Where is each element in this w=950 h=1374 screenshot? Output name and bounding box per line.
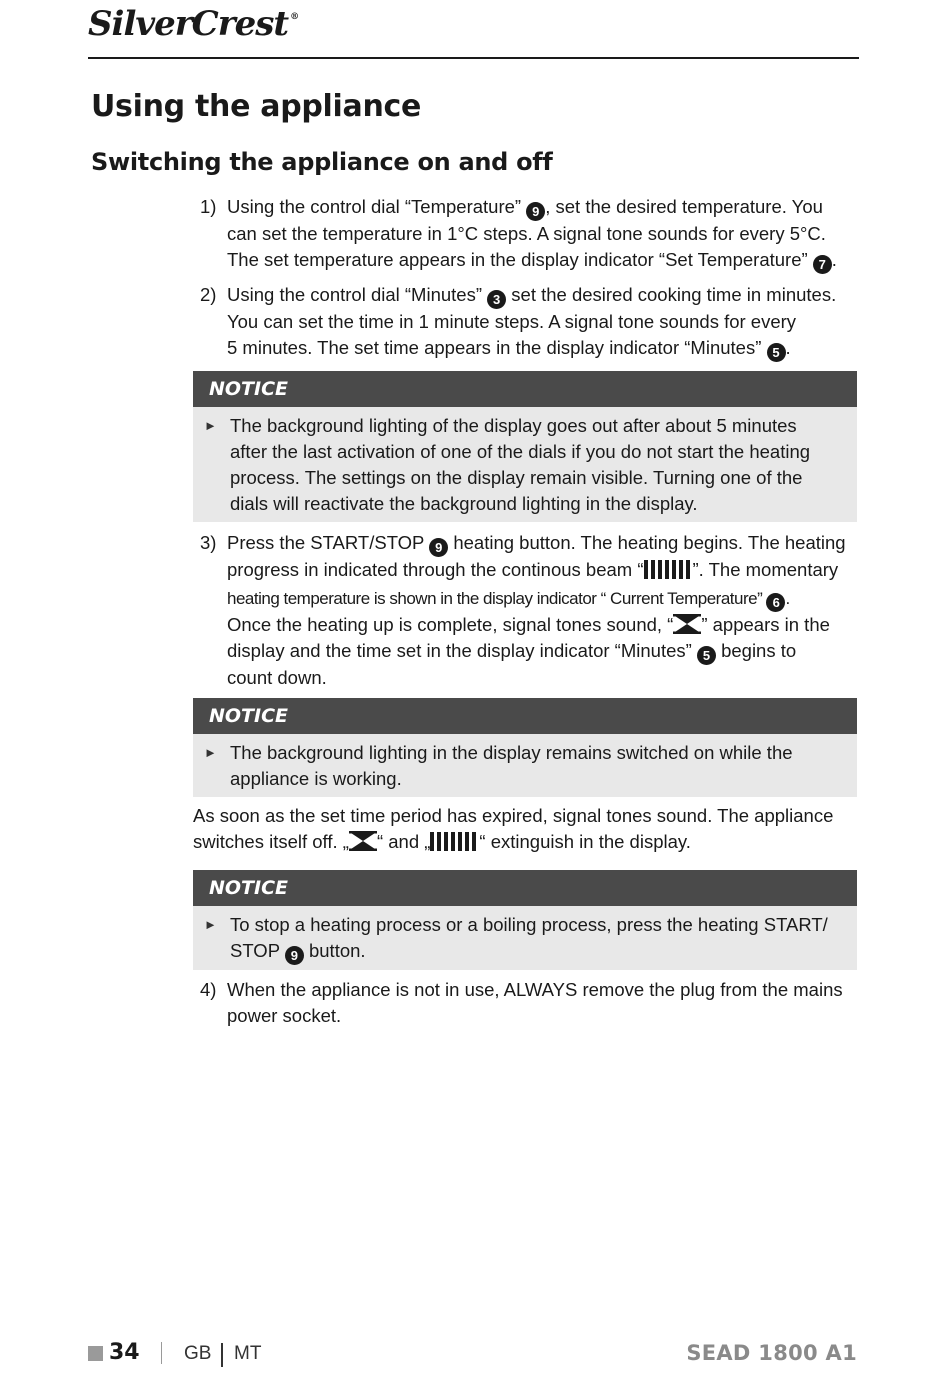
ref-badge: 7 (813, 255, 832, 274)
step-number: 4) (200, 979, 217, 1000)
brand-logo: SilverCrest ® (88, 4, 299, 44)
language-gb: GB (184, 1343, 212, 1364)
paragraph-time-expired: As soon as the set time period has expired, signal tones sound. The appliance switches itself off. „ “ and „ “ extinguish in the display. (193, 803, 857, 858)
footer-square-icon (88, 1346, 103, 1361)
continuous-beam-icon (644, 560, 693, 586)
ref-badge: 5 (767, 343, 786, 362)
ref-badge: 9 (526, 202, 545, 221)
ref-badge: 9 (429, 538, 448, 557)
section-subtitle: Switching the appliance on and off (91, 148, 553, 176)
hourglass-icon (349, 831, 377, 851)
page-title: Using the appliance (91, 89, 422, 124)
page-number: 34 (109, 1340, 140, 1365)
model-number: SEAD 1800 A1 (686, 1341, 857, 1365)
step-number: 2) (200, 284, 217, 305)
triangle-bullet-icon: ► (204, 418, 217, 433)
notice-box-2: NOTICE ► The background lighting in the display remains switched on while the appliance is working. (193, 698, 857, 797)
hourglass-icon (673, 614, 701, 634)
step-1: 1) Using the control dial “Temperature” 9 , set the desired temperature. You can set the temperature in 1°C steps. A signal tone sounds for every 5°C. The set temperature appears in the display indicator “Set Temperature” 7 . (200, 196, 837, 272)
step-3: 3) Press the START/STOP 9 heating button. The heating begins. The heating progress in indicated through the continous beam “ ”. The momentary heating temperature is shown in the display indicator “ Current Temperature” 6 . Once the heating up is complete, signal tones sound, “ ” appears in the display and the time set in the display indicator “Minutes” 5 begins to count down. (200, 532, 846, 688)
header-rule (88, 57, 859, 59)
notice-heading: NOTICE (193, 371, 857, 407)
notice-box-1: NOTICE ► The background lighting of the display goes out after about 5 minutes after the last activation of one of the dials if you do not start the heating process. The settings on the display remain visible. Turning one of the dials will reactivate the background lighting in the display. (193, 371, 857, 522)
language-mt: MT (234, 1343, 262, 1364)
notice-box-3: NOTICE ► To stop a heating process or a boiling process, press the heating START/ STOP 9 button. (193, 870, 857, 970)
triangle-bullet-icon: ► (204, 917, 217, 932)
step-4: 4) When the appliance is not in use, ALWAYS remove the plug from the mains power socket. (200, 979, 843, 1026)
triangle-bullet-icon: ► (204, 745, 217, 760)
continuous-beam-icon (430, 832, 479, 858)
notice-heading: NOTICE (193, 698, 857, 734)
ref-badge: 5 (697, 646, 716, 665)
step-number: 3) (200, 532, 217, 553)
step-number: 1) (200, 196, 217, 217)
notice-heading: NOTICE (193, 870, 857, 906)
ref-badge: 6 (766, 593, 785, 612)
language-divider (221, 1343, 223, 1367)
step-2: 2) Using the control dial “Minutes” 3 set the desired cooking time in minutes. You can set the time in 1 minute steps. A signal tone sounds for every 5 minutes. The set time appears in the display indicator “Minutes” 5 . (200, 284, 837, 360)
ref-badge: 3 (487, 290, 506, 309)
footer-divider (161, 1342, 162, 1364)
ref-badge: 9 (285, 946, 304, 965)
